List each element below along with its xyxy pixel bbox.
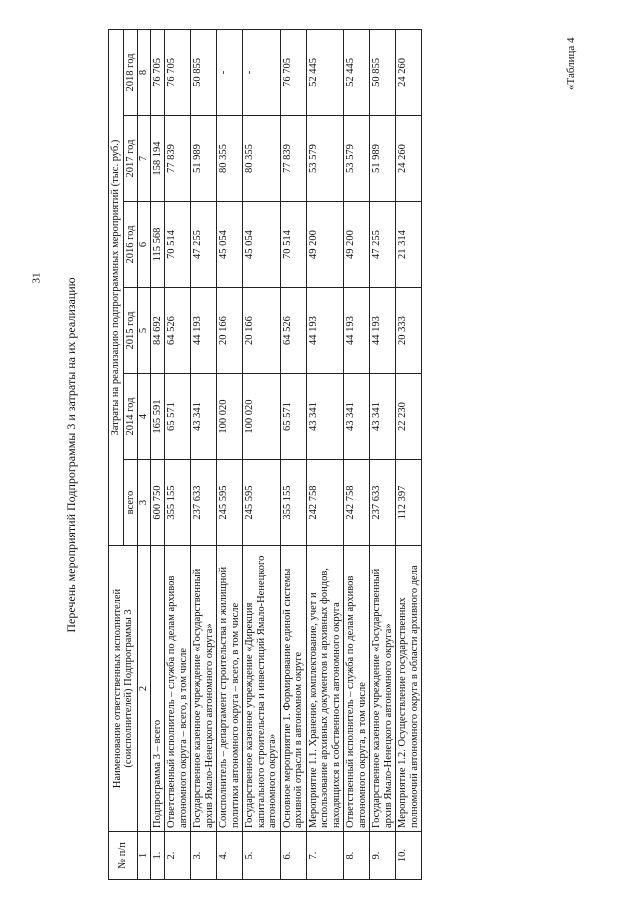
cell-total: 237 633 — [191, 460, 217, 546]
cell-2017: 80 355 — [243, 116, 281, 202]
page-number: 31 — [30, 272, 43, 284]
header-name: Наименование ответственных исполнителей (соисполнителей) Подпрограммы 3 — [109, 546, 138, 832]
cell-total: 245 595 — [217, 460, 243, 546]
cell-total: 242 758 — [344, 460, 370, 546]
col-number: 3 — [138, 460, 151, 546]
table-row — [306, 29, 344, 879]
header-2018: 2018 год — [123, 29, 138, 115]
cell-2018: 76 705 — [165, 29, 191, 115]
cell-2018: - — [217, 29, 243, 115]
cell-2015: 84 692 — [150, 288, 165, 374]
cell-total: 355 155 — [165, 460, 191, 546]
cell-2014: 165 591 — [150, 374, 165, 460]
row-name: Мероприятие 1.2. Осуществление государственных полномочий автономного округа в области архивного дела — [396, 546, 422, 832]
rotated-page-content — [60, 30, 580, 880]
table-row — [396, 29, 422, 879]
cell-2016: 70 514 — [280, 202, 306, 288]
header-2016: 2016 год — [123, 202, 138, 288]
cell-2015: 20 333 — [396, 288, 422, 374]
cell-2014: 65 571 — [165, 374, 191, 460]
table-row — [191, 29, 217, 879]
header-total: всего — [123, 460, 138, 546]
cell-total: 242 758 — [306, 460, 344, 546]
table-row — [150, 29, 165, 879]
cell-2014: 43 341 — [344, 374, 370, 460]
row-number: 4. — [217, 832, 243, 880]
cell-2016: 47 255 — [191, 202, 217, 288]
col-number: 5 — [138, 288, 151, 374]
col-number: 1 — [138, 832, 151, 880]
row-number: 3. — [191, 832, 217, 880]
cell-total: 245 595 — [243, 460, 281, 546]
cell-2016: 49 200 — [306, 202, 344, 288]
col-number: 8 — [138, 29, 151, 115]
cell-2014: 43 341 — [370, 374, 396, 460]
cell-2016: 21 314 — [396, 202, 422, 288]
cell-total: 355 155 — [280, 460, 306, 546]
col-number: 6 — [138, 202, 151, 288]
cell-2016: 70 514 — [165, 202, 191, 288]
row-name: Ответственный исполнитель – служба по делам архивов автономного округа – всего, в том числе — [165, 546, 191, 832]
row-name: Ответственный исполнитель – служба по делам архивов автономного округа, в том числе — [344, 546, 370, 832]
cell-2014: 43 341 — [191, 374, 217, 460]
cell-2017: 80 355 — [217, 116, 243, 202]
cell-2018: 50 855 — [191, 29, 217, 115]
table-row — [217, 29, 243, 879]
cell-2014: 100 020 — [217, 374, 243, 460]
cell-2015: 20 166 — [217, 288, 243, 374]
row-name: Мероприятие 1.1. Хранение, комплектование, учет и использование архивных документов и архивных фондов, находящихся в собственности автономного округа — [306, 546, 344, 832]
header-costs: Затраты на реализацию подпрограммных мероприятий (тыс. руб.) — [109, 29, 124, 545]
document-title: Перечень мероприятий Подпрограммы 3 и затраты на их реализацию — [64, 277, 78, 633]
row-number: 2. — [165, 832, 191, 880]
cell-2018: 76 705 — [150, 29, 165, 115]
col-number: 7 — [138, 116, 151, 202]
cell-total: 600 750 — [150, 460, 165, 546]
cell-2014: 22 230 — [396, 374, 422, 460]
cell-2015: 64 526 — [280, 288, 306, 374]
col-number: 4 — [138, 374, 151, 460]
row-number: 10. — [396, 832, 422, 880]
cell-2014: 65 571 — [280, 374, 306, 460]
cell-2015: 44 193 — [344, 288, 370, 374]
row-number: 1. — [150, 832, 165, 880]
row-name: Основное мероприятие 1. Формирование единой системы архивной отрасли в автономном округе — [280, 546, 306, 832]
cell-2017: 51 989 — [191, 116, 217, 202]
cell-total: 237 633 — [370, 460, 396, 546]
cell-2016: 47 255 — [370, 202, 396, 288]
cell-2018: - — [243, 29, 281, 115]
row-name: Подпрограмма 3 – всего — [150, 546, 165, 832]
row-number: 8. — [344, 832, 370, 880]
cell-2018: 50 855 — [370, 29, 396, 115]
row-name: Государственное казенное учреждение «Государственный архив Ямало-Ненецкого автономного округа» — [191, 546, 217, 832]
cell-2016: 49 200 — [344, 202, 370, 288]
cell-2016: 45 054 — [243, 202, 281, 288]
cell-2017: 51 989 — [370, 116, 396, 202]
cell-2015: 44 193 — [306, 288, 344, 374]
header-2017: 2017 год — [123, 116, 138, 202]
cell-2016: 45 054 — [217, 202, 243, 288]
cell-2015: 44 193 — [370, 288, 396, 374]
cell-2015: 44 193 — [191, 288, 217, 374]
row-number: 7. — [306, 832, 344, 880]
table-row — [344, 29, 370, 879]
cell-2016: 115 568 — [150, 202, 165, 288]
cell-total: 112 397 — [396, 460, 422, 546]
cell-2018: 76 705 — [280, 29, 306, 115]
cell-2014: 100 020 — [243, 374, 281, 460]
cell-2018: 52 445 — [344, 29, 370, 115]
header-2015: 2015 год — [123, 288, 138, 374]
cell-2017: 77 839 — [165, 116, 191, 202]
cell-2015: 20 166 — [243, 288, 281, 374]
cell-2014: 43 341 — [306, 374, 344, 460]
header-2014: 2014 год — [123, 374, 138, 460]
row-number: 6. — [280, 832, 306, 880]
cell-2017: 24 260 — [396, 116, 422, 202]
row-number: 5. — [243, 832, 281, 880]
col-number: 2 — [138, 546, 151, 832]
cell-2017: 53 579 — [306, 116, 344, 202]
table-row — [243, 29, 281, 879]
cost-table — [108, 29, 422, 880]
cell-2018: 24 260 — [396, 29, 422, 115]
cell-2017: 53 579 — [344, 116, 370, 202]
cell-2018: 52 445 — [306, 29, 344, 115]
cell-2017: 77 839 — [280, 116, 306, 202]
table-row — [165, 29, 191, 879]
row-number: 9. — [370, 832, 396, 880]
cell-2015: 64 526 — [165, 288, 191, 374]
table-caption: «Таблица 4 — [565, 37, 577, 90]
cell-2017: 158 194 — [150, 116, 165, 202]
row-name: Государственное казенное учреждение «Государственный архив Ямало-Ненецкого автономного округа» — [370, 546, 396, 832]
table-row — [370, 29, 396, 879]
header-num: № п/п — [109, 832, 138, 880]
table-row — [280, 29, 306, 879]
row-name: Государственное казенное учреждение «Дирекция капитального строительства и инвестиций Ямало-Ненецкого автономного округа» — [243, 546, 281, 832]
row-name: Соисполнитель – департамент строительства и жилищной политики автономного округа – всего, в том числе — [217, 546, 243, 832]
